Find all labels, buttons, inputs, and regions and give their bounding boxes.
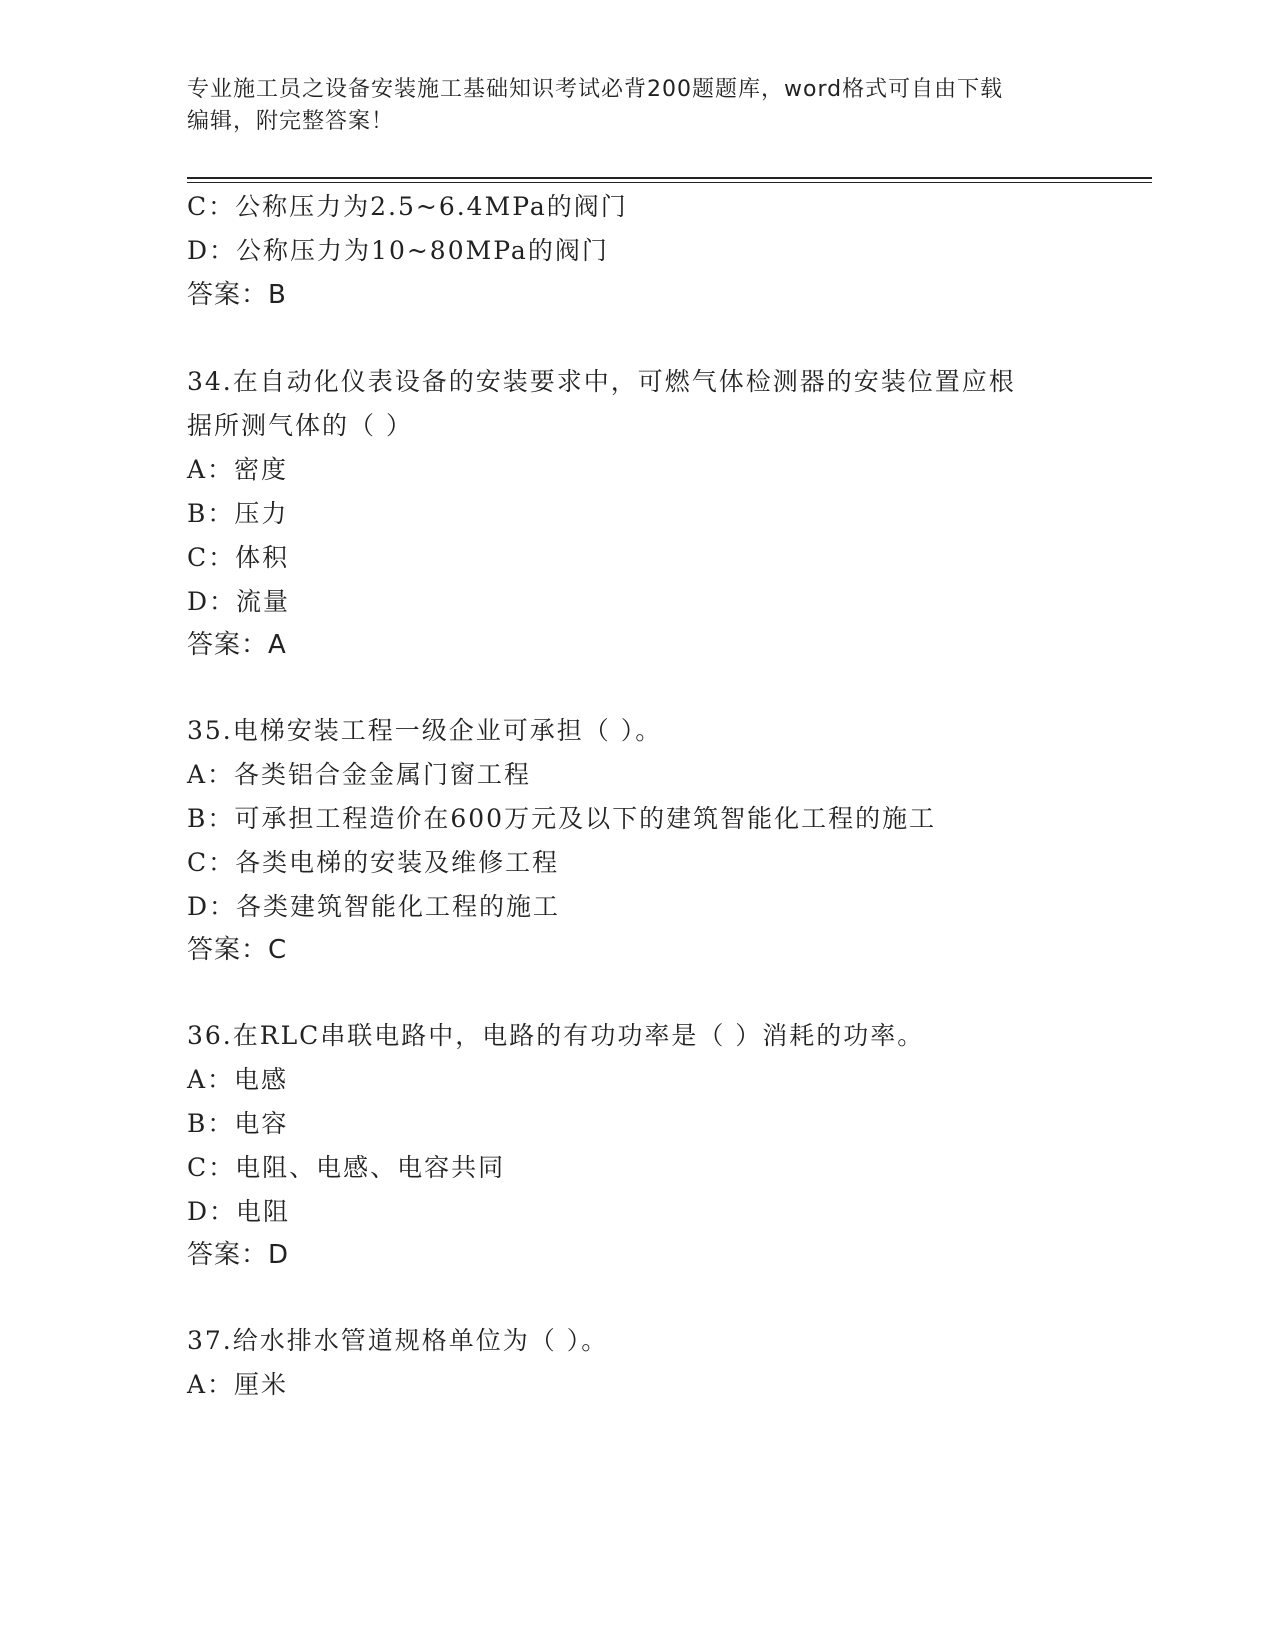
header-rule-thin: [187, 182, 1152, 183]
q36-option-b: B：电容: [187, 1109, 289, 1138]
q36-option-a: A：电感: [187, 1065, 289, 1094]
q34-option-c: C：体积: [187, 543, 290, 572]
q36-option-d: D：电阻: [187, 1197, 291, 1226]
header-line-1: 专业施工员之设备安装施工基础知识考试必背200题题库，word格式可自由下载: [187, 77, 1004, 102]
q36-question: 36.在RLC串联电路中，电路的有功功率是（ ）消耗的功率。: [187, 1021, 925, 1050]
q34-option-d: D：流量: [187, 587, 291, 616]
q34-option-a: A：密度: [187, 455, 289, 484]
q36-option-c: C：电阻、电感、电容共同: [187, 1153, 506, 1182]
q34-answer: 答案：A: [187, 630, 287, 660]
document-header: [187, 74, 1087, 138]
q34-question-line-1: 34.在自动化仪表设备的安装要求中，可燃气体检测器的安装位置应根: [187, 367, 1016, 396]
q34-option-b: B：压力: [187, 499, 289, 528]
q35-option-b: B：可承担工程造价在600万元及以下的建筑智能化工程的施工: [187, 804, 937, 833]
q35-question: 35.电梯安装工程一级企业可承担（ ）。: [187, 716, 663, 745]
header-line-2: 编辑，附完整答案！: [187, 109, 395, 134]
q37-option-a: A：厘米: [187, 1370, 289, 1399]
q37-question: 37.给水排水管道规格单位为（ ）。: [187, 1326, 609, 1355]
prev-option-c: C：公称压力为2.5~6.4MPa的阀门: [187, 192, 628, 221]
q35-option-d: D：各类建筑智能化工程的施工: [187, 892, 561, 921]
header-rule-thick: [187, 177, 1152, 179]
prev-option-d: D：公称压力为10~80MPa的阀门: [187, 236, 609, 265]
q35-answer: 答案：C: [187, 935, 288, 965]
q34-question-line-2: 据所测气体的（ ）: [187, 411, 413, 440]
q36-answer: 答案：D: [187, 1240, 290, 1270]
prev-answer: 答案：B: [187, 280, 287, 310]
q35-option-a: A：各类铝合金金属门窗工程: [187, 760, 532, 789]
q35-option-c: C：各类电梯的安装及维修工程: [187, 848, 560, 877]
